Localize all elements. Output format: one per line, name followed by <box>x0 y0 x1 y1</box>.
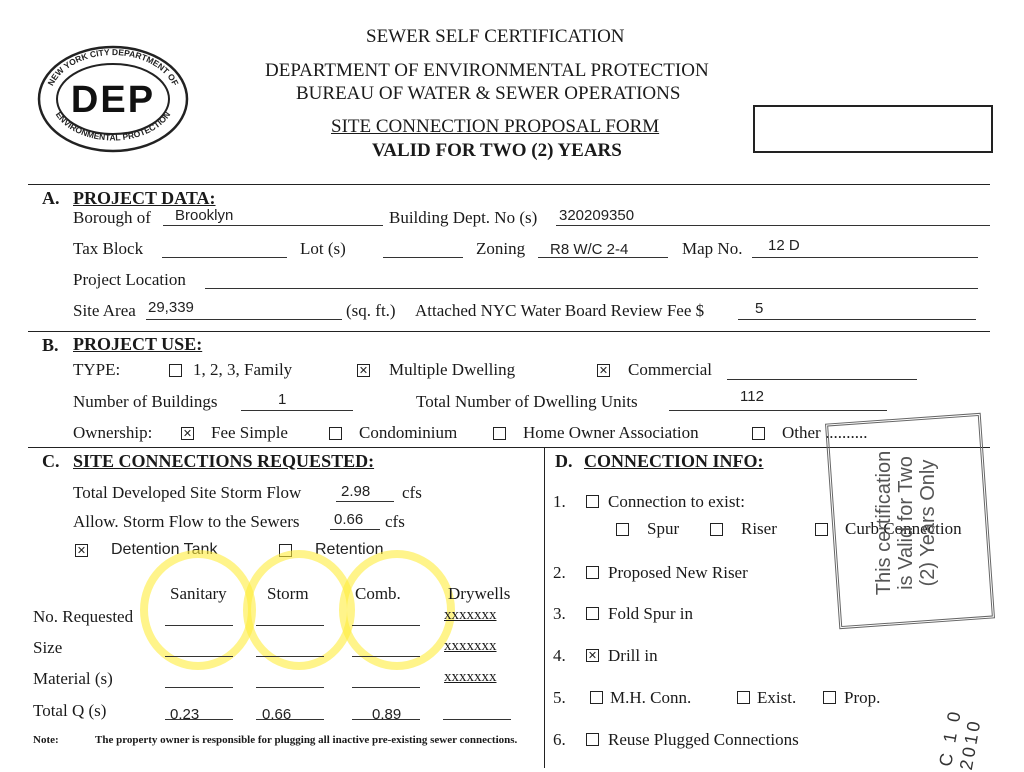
curb-label: Curb Connection <box>845 519 962 538</box>
total-q-sanitary: 0.23 <box>170 706 200 723</box>
dep-logo-seal <box>36 44 190 154</box>
hoa-checkbox[interactable] <box>493 427 506 440</box>
form-title: SEWER SELF CERTIFICATION <box>366 26 625 47</box>
borough-value: Brooklyn <box>175 207 234 224</box>
condominium-checkbox[interactable] <box>329 427 342 440</box>
row-total-q: Total Q (s) <box>33 701 107 720</box>
item-2-checkbox[interactable] <box>586 566 599 579</box>
section-c-title: SITE CONNECTIONS REQUESTED: <box>73 451 375 471</box>
lot-label: Lot (s) <box>300 239 346 258</box>
sanitary-highlight <box>140 550 256 670</box>
detention-tank-checkbox[interactable]: ✕ <box>76 544 87 557</box>
building-dept-label: Building Dept. No (s) <box>389 208 538 227</box>
prop-checkbox[interactable] <box>823 691 836 704</box>
drywell-requested: xxxxxxx <box>444 607 497 623</box>
col-storm: Storm <box>267 584 309 603</box>
row-no-requested: No. Requested <box>33 607 134 626</box>
other-checkbox[interactable] <box>752 427 765 440</box>
drywell-material: xxxxxxx <box>444 669 497 685</box>
section-b-title: PROJECT USE: <box>73 334 203 354</box>
item-4-checkbox[interactable]: ✕ <box>587 649 598 662</box>
riser-checkbox[interactable] <box>710 523 723 536</box>
svg-text:NEW YORK CITY DEPARTMENT OF: NEW YORK CITY DEPARTMENT OF <box>45 46 181 88</box>
note-label: Note: <box>33 734 59 746</box>
riser-label: Riser <box>741 519 777 538</box>
commercial-label: Commercial <box>628 360 713 379</box>
project-location-label: Project Location <box>73 270 186 289</box>
prop-label: Prop. <box>844 688 881 707</box>
building-dept-value: 320209350 <box>559 207 635 224</box>
date-stamp: C 1 0 2010 <box>935 707 985 772</box>
item-1-num: 1. <box>553 492 566 511</box>
item-6-checkbox[interactable] <box>586 733 599 746</box>
exist-checkbox[interactable] <box>737 691 750 704</box>
section-a-title: PROJECT DATA: <box>73 188 216 208</box>
allow-flow-value: 0.66 <box>334 511 364 528</box>
item-3-checkbox[interactable] <box>586 607 599 620</box>
zoning-label: Zoning <box>476 239 526 258</box>
total-q-comb: 0.89 <box>372 706 402 723</box>
item-4-num: 4. <box>553 646 566 665</box>
family-checkbox[interactable] <box>169 364 182 377</box>
other-label: Other .......... <box>782 423 868 442</box>
hoa-label: Home Owner Association <box>523 423 699 442</box>
storm-flow-label: Total Developed Site Storm Flow <box>73 483 302 502</box>
item-6-label: Reuse Plugged Connections <box>608 730 799 749</box>
total-q-storm: 0.66 <box>262 706 292 723</box>
comb-highlight <box>339 550 455 670</box>
item-1-checkbox[interactable] <box>586 495 599 508</box>
map-label: Map No. <box>682 239 743 258</box>
svg-text:ENVIRONMENTAL PROTECTION: ENVIRONMENTAL PROTECTION <box>53 109 173 143</box>
section-a-letter: A. <box>42 188 60 208</box>
item-5-label: M.H. Conn. <box>610 688 692 707</box>
curb-checkbox[interactable] <box>815 523 828 536</box>
item-2-num: 2. <box>553 563 566 582</box>
storm-flow-unit: cfs <box>402 483 422 502</box>
validity-note: VALID FOR TWO (2) YEARS <box>372 140 622 161</box>
commercial-checkbox[interactable]: ✕ <box>598 364 609 377</box>
svg-text:DEP: DEP <box>70 79 156 121</box>
zoning-value: R8 W/C 2-4 <box>550 241 629 258</box>
form-name: SITE CONNECTION PROPOSAL FORM <box>331 116 660 137</box>
department-name: DEPARTMENT OF ENVIRONMENTAL PROTECTION <box>265 60 709 81</box>
row-material: Material (s) <box>33 669 113 688</box>
tax-block-label: Tax Block <box>73 239 144 258</box>
buildings-value: 1 <box>278 391 287 408</box>
site-area-label: Site Area <box>73 301 136 320</box>
item-4-label: Drill in <box>608 646 658 665</box>
dep-logo <box>36 44 190 154</box>
buildings-label: Number of Buildings <box>73 392 218 411</box>
item-1-label: Connection to exist: <box>608 492 745 511</box>
item-3-num: 3. <box>553 604 566 623</box>
item-6-num: 6. <box>553 730 566 749</box>
col-comb: Comb. <box>355 584 401 603</box>
section-d-letter: D. <box>555 451 573 471</box>
type-label: TYPE: <box>73 360 121 379</box>
retention-label: Retention <box>315 541 384 558</box>
review-fee-label: Attached NYC Water Board Review Fee $ <box>415 301 705 320</box>
borough-label: Borough of <box>73 208 151 227</box>
allow-flow-label: Allow. Storm Flow to the Sewers <box>73 512 300 531</box>
fee-simple-checkbox[interactable]: ✕ <box>182 427 193 440</box>
site-area-value: 29,339 <box>148 299 194 316</box>
col-drywells: Drywells <box>448 584 511 603</box>
drywell-size: xxxxxxx <box>444 638 497 654</box>
item-3-label: Fold Spur in <box>608 604 694 623</box>
section-c-letter: C. <box>42 451 60 471</box>
col-sanitary: Sanitary <box>170 584 227 603</box>
row-size: Size <box>33 638 63 657</box>
item-2-label: Proposed New Riser <box>608 563 748 582</box>
storm-flow-value: 2.98 <box>341 483 371 500</box>
spur-checkbox[interactable] <box>616 523 629 536</box>
validity-stamp-text: This certification is Valid for Two (2) Years Only <box>873 450 939 596</box>
section-b-letter: B. <box>42 335 59 355</box>
ownership-label: Ownership: <box>73 423 153 442</box>
section-d-title: CONNECTION INFO: <box>584 451 764 471</box>
allow-flow-unit: cfs <box>385 512 405 531</box>
exist-label: Exist. <box>757 688 797 707</box>
note-text: The property owner is responsible for plugging all inactive pre-existing sewer connections. <box>95 734 518 746</box>
dwelling-units-label: Total Number of Dwelling Units <box>416 392 638 411</box>
multiple-dwelling-checkbox[interactable]: ✕ <box>358 364 369 377</box>
detention-tank-label: Detention Tank <box>111 541 218 558</box>
fee-simple-label: Fee Simple <box>211 423 288 442</box>
item-5-num: 5. <box>553 688 566 707</box>
bureau-name: BUREAU OF WATER & SEWER OPERATIONS <box>296 83 681 104</box>
dwelling-units-value: 112 <box>740 388 764 405</box>
review-fee-value: 5 <box>755 300 764 317</box>
condominium-label: Condominium <box>359 423 458 442</box>
multiple-dwelling-label: Multiple Dwelling <box>389 360 516 379</box>
family-label: 1, 2, 3, Family <box>193 360 293 379</box>
sqft-label: (sq. ft.) <box>346 301 396 320</box>
item-5-checkbox[interactable] <box>590 691 603 704</box>
map-value: 12 D <box>768 237 800 254</box>
spur-label: Spur <box>647 519 680 538</box>
application-number-box <box>753 105 993 153</box>
